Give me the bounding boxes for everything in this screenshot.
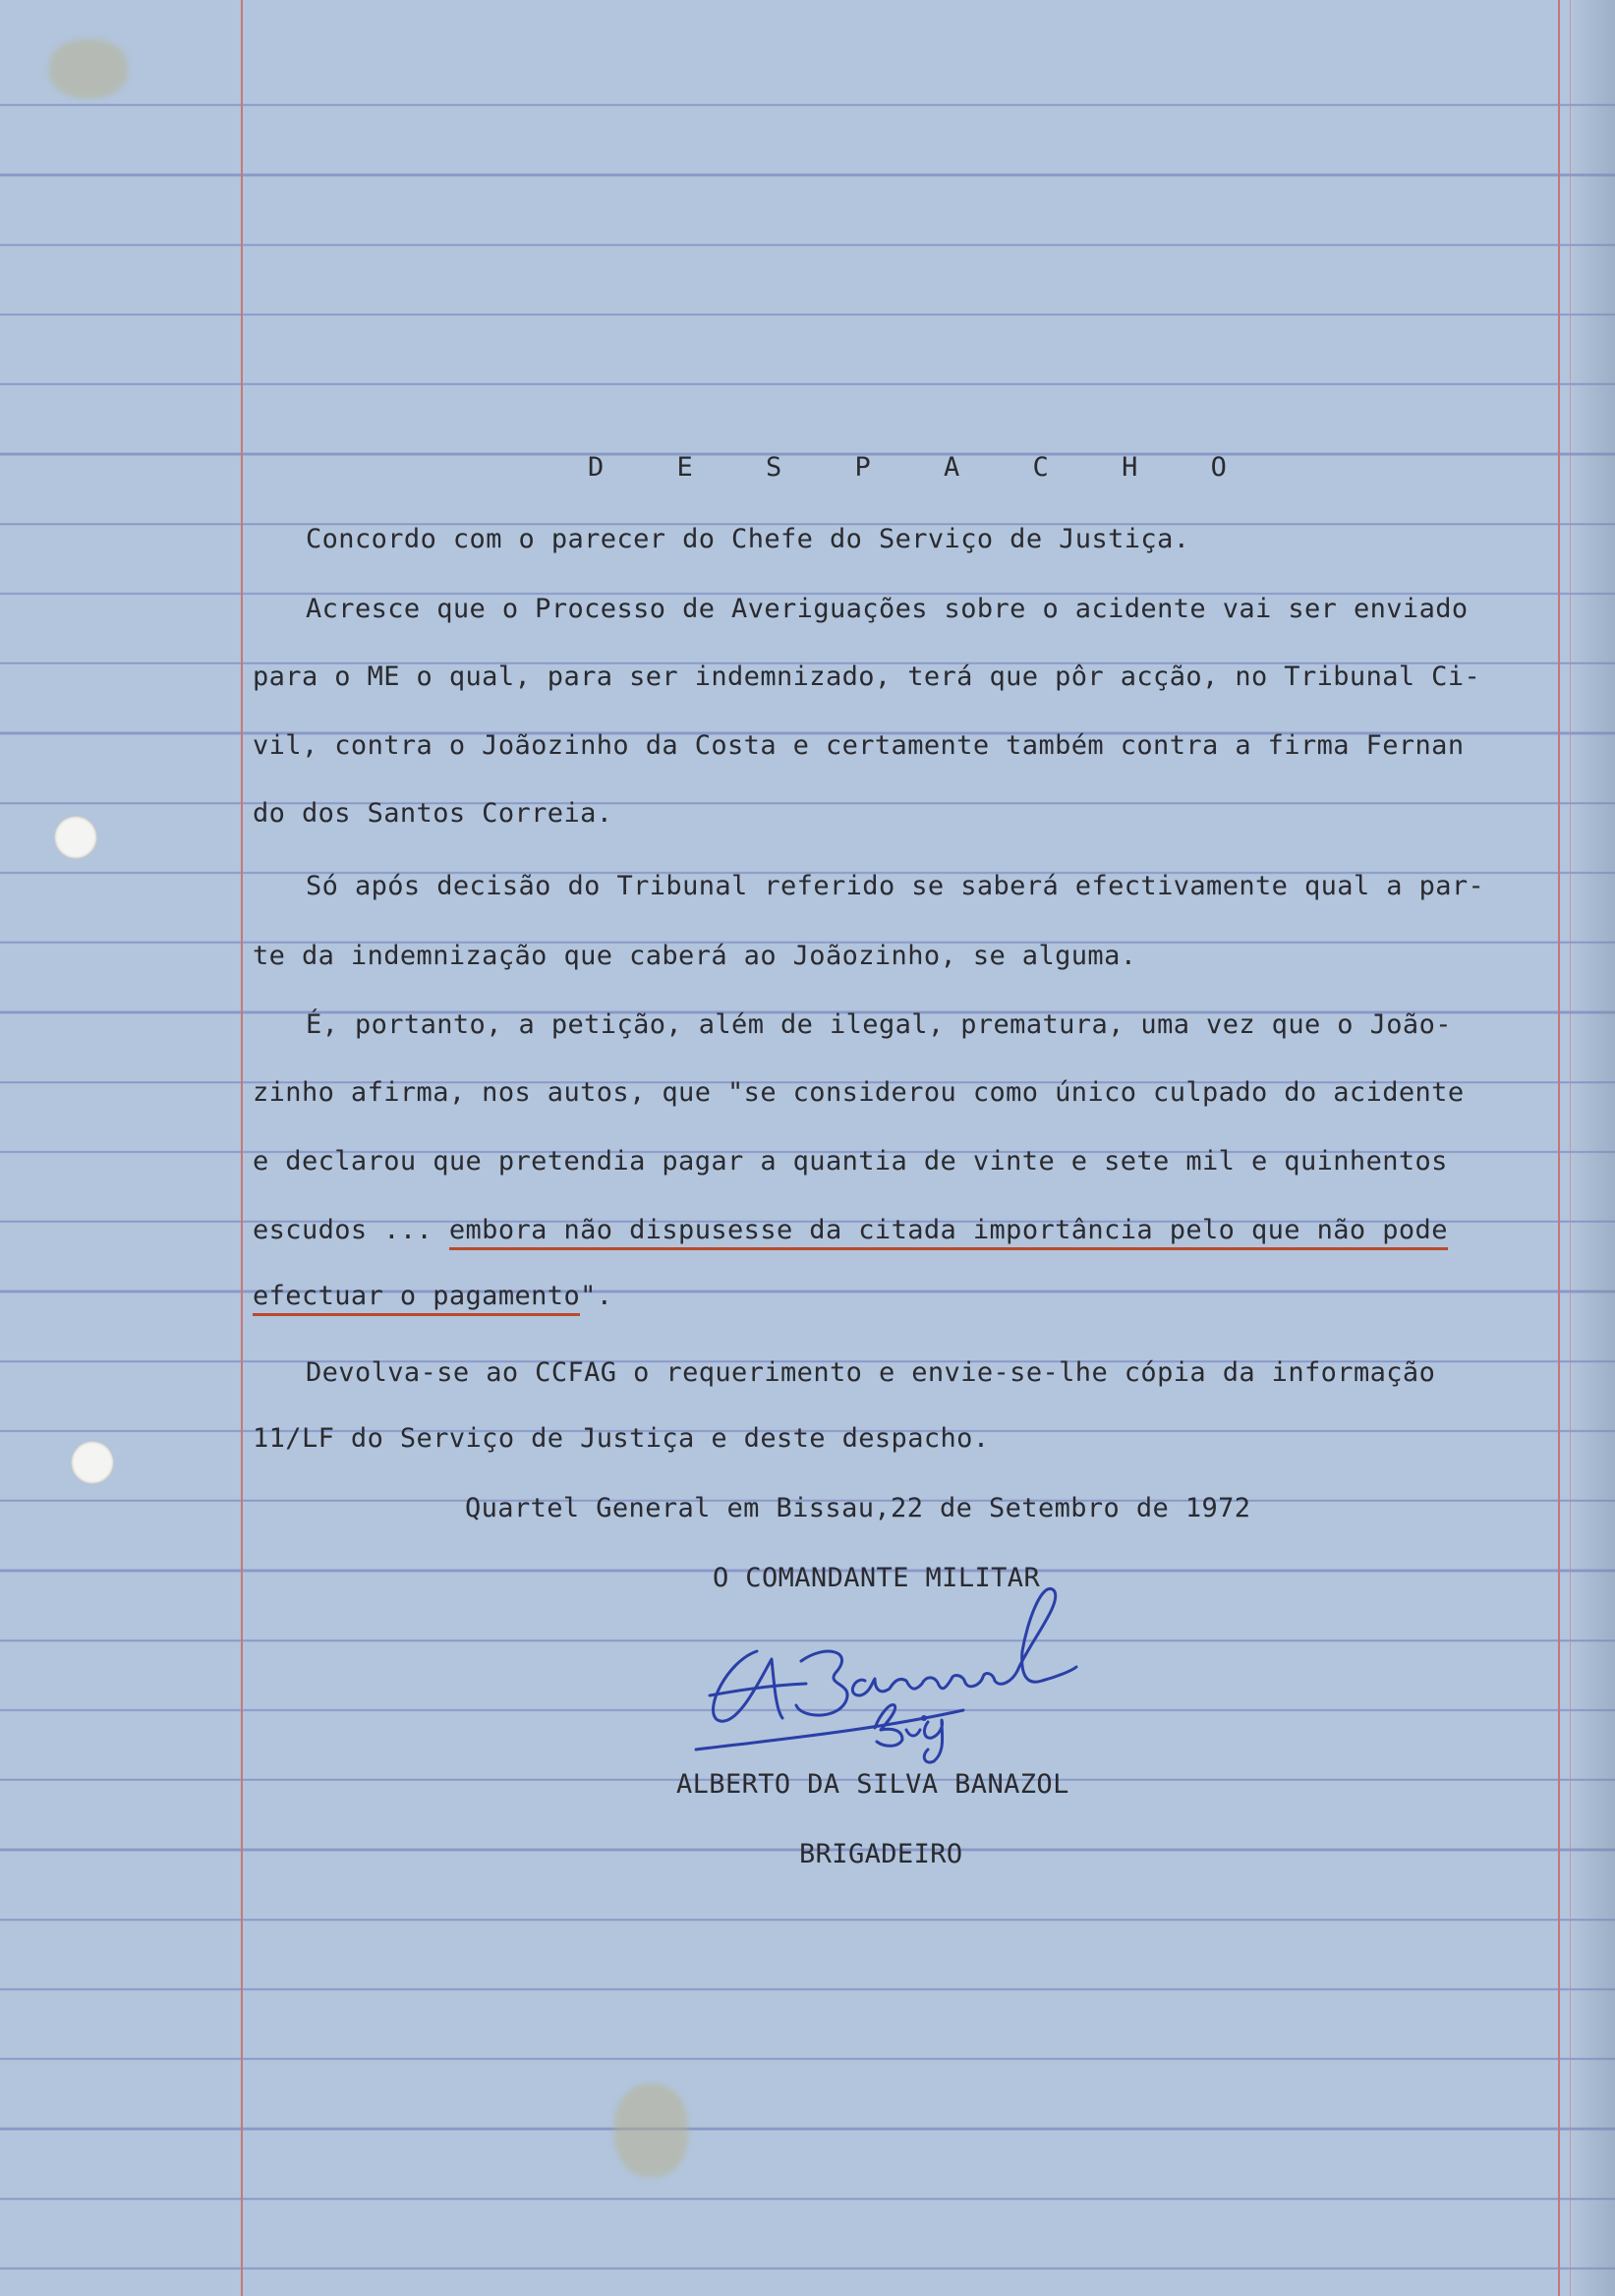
signatory-rank: BRIGADEIRO bbox=[799, 1839, 963, 1869]
paragraph-line: do dos Santos Correia. bbox=[253, 798, 613, 829]
text-run: escudos ... bbox=[253, 1215, 449, 1245]
signatory-name: ALBERTO DA SILVA BANAZOL bbox=[676, 1769, 1069, 1800]
paper-stain bbox=[49, 39, 128, 98]
paragraph-line: e declarou que pretendia pagar a quantia de vinte e sete mil e quinhentos bbox=[253, 1146, 1448, 1177]
left-margin-line bbox=[241, 0, 243, 2296]
paragraph-line bbox=[253, 1281, 612, 1311]
paragraph-line: para o ME o qual, para ser indemnizado, terá que pôr acção, no Tribunal Ci- bbox=[253, 661, 1481, 692]
punch-hole bbox=[54, 816, 97, 859]
underlined-text: efectuar o pagamento bbox=[253, 1281, 580, 1316]
paragraph-line: É, portanto, a petição, além de ilegal, prematura, uma vez que o João- bbox=[306, 1009, 1452, 1040]
paragraph-line: te da indemnização que caberá ao Joãozinho, se alguma. bbox=[253, 941, 1137, 971]
place-date: Quartel General em Bissau,22 de Setembro de 1972 bbox=[465, 1493, 1251, 1523]
underlined-text: embora não dispusesse da citada importância pelo que não pode bbox=[449, 1215, 1448, 1250]
paragraph-line: vil, contra o Joãozinho da Costa e certamente também contra a firma Fernan bbox=[253, 730, 1465, 761]
paragraph-line: 11/LF do Serviço de Justiça e deste despacho. bbox=[253, 1423, 990, 1454]
paragraph-line bbox=[253, 1215, 1448, 1245]
paragraph-line: Concordo com o parecer do Chefe do Serviço de Justiça. bbox=[306, 524, 1190, 554]
punch-hole bbox=[71, 1441, 114, 1484]
document-title: D E S P A C H O bbox=[588, 452, 1255, 483]
right-margin-line bbox=[1558, 0, 1560, 2296]
handwritten-signature bbox=[688, 1582, 1160, 1769]
page-edge-shadow bbox=[1570, 0, 1615, 2296]
signatory-title: O COMANDANTE MILITAR bbox=[713, 1563, 1041, 1593]
text-run: ". bbox=[580, 1281, 613, 1311]
paragraph-line: Devolva-se ao CCFAG o requerimento e envie-se-lhe cópia da informação bbox=[306, 1357, 1436, 1388]
paragraph-line: Só após decisão do Tribunal referido se saberá efectivamente qual a par- bbox=[306, 871, 1485, 901]
paragraph-line: zinho afirma, nos autos, que "se considerou como único culpado do acidente bbox=[253, 1077, 1465, 1108]
paper-stain bbox=[614, 2084, 688, 2177]
paragraph-line: Acresce que o Processo de Averiguações sobre o acidente vai ser enviado bbox=[306, 594, 1469, 624]
